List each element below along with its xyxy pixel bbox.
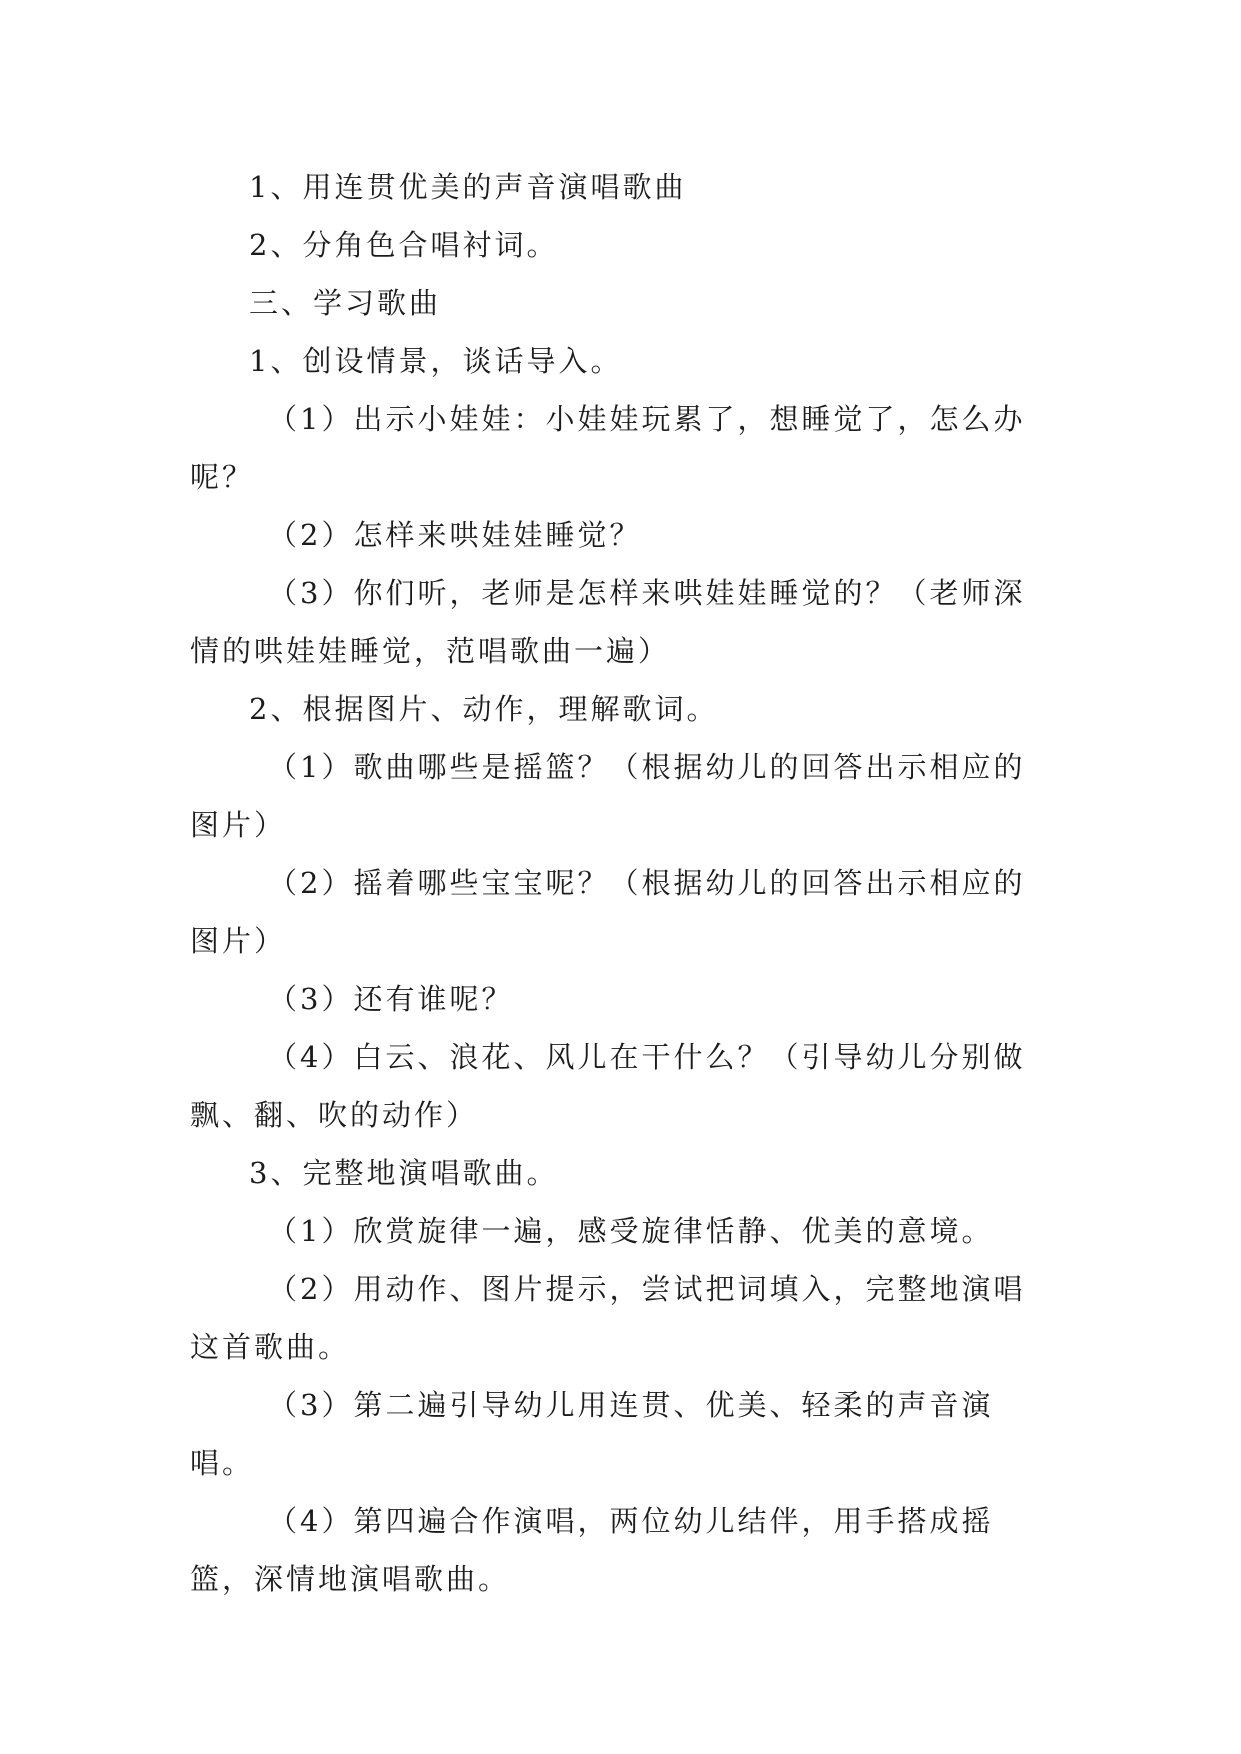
paragraph-step-2-1: （1）歌曲哪些是摇篮？（根据幼儿的回答出示相应的图片） — [190, 750, 1026, 842]
step-heading-1: 1、创设情景，谈话导入。 — [249, 344, 623, 378]
paragraph-step-1-1: （1）出示小娃娃：小娃娃玩累了，想睡觉了，怎么办呢？ — [190, 402, 1026, 494]
paragraph-goal-1: 1、用连贯优美的声音演唱歌曲 — [249, 170, 687, 204]
paragraph-step-2-4: （4）白云、浪花、风儿在干什么？（引导幼儿分别做飘、翻、吹的动作） — [190, 1040, 1026, 1132]
section-heading-learn-song: 三、学习歌曲 — [249, 286, 442, 320]
paragraph-step-3-1: （1）欣赏旋律一遍，感受旋律恬静、优美的意境。 — [268, 1214, 994, 1248]
document-body — [190, 158, 1052, 1608]
paragraph-step-1-3: （3）你们听，老师是怎样来哄娃娃睡觉的？（老师深情的哄娃娃睡觉，范唱歌曲一遍） — [190, 576, 1026, 668]
paragraph-step-3-3: （3）第二遍引导幼儿用连贯、优美、轻柔的声音演唱。 — [190, 1388, 994, 1480]
paragraph-step-1-2: （2）怎样来哄娃娃睡觉？ — [268, 518, 642, 552]
paragraph-step-2-3: （3）还有谁呢？ — [268, 982, 514, 1016]
paragraph-step-3-2: （2）用动作、图片提示，尝试把词填入，完整地演唱这首歌曲。 — [190, 1272, 1026, 1364]
paragraph-step-2-2: （2）摇着哪些宝宝呢？（根据幼儿的回答出示相应的图片） — [190, 866, 1026, 958]
step-heading-2: 2、根据图片、动作，理解歌词。 — [249, 692, 719, 726]
paragraph-goal-2: 2、分角色合唱衬词。 — [249, 228, 559, 262]
step-heading-3: 3、完整地演唱歌曲。 — [249, 1156, 559, 1190]
paragraph-step-3-4: （4）第四遍合作演唱，两位幼儿结伴，用手搭成摇篮，深情地演唱歌曲。 — [190, 1504, 994, 1596]
